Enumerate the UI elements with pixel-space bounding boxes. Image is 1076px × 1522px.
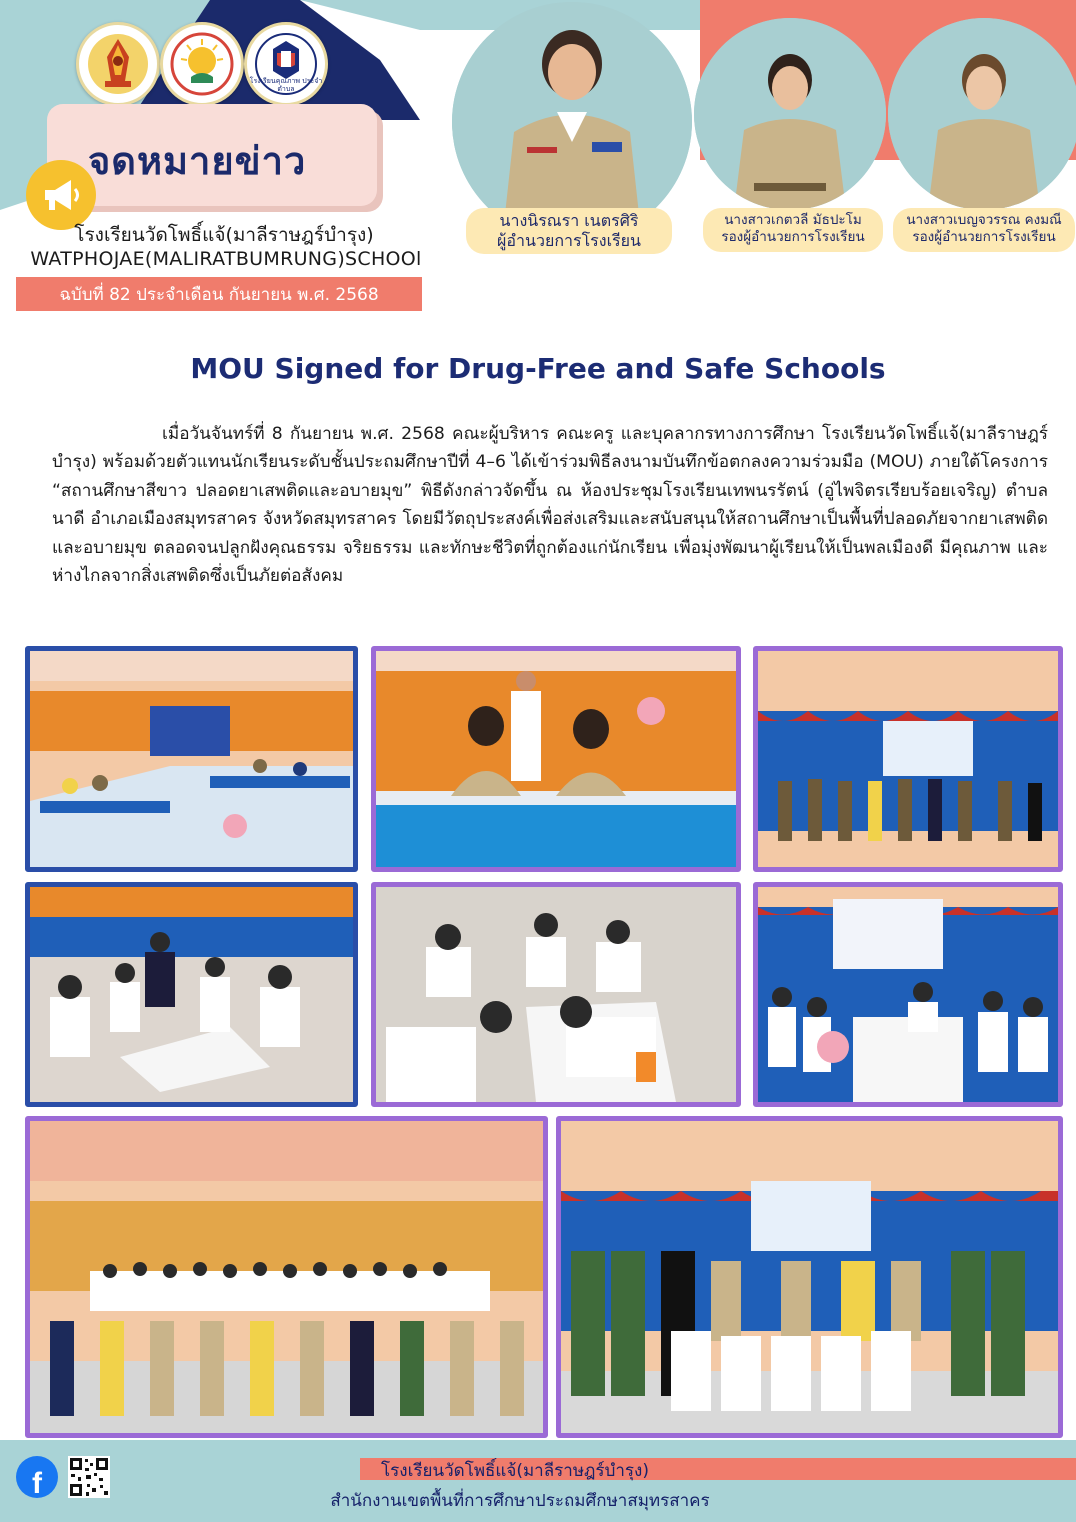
deputy-director-2-name-card — [893, 208, 1075, 252]
facebook-glyph: f — [32, 1467, 42, 1498]
issue-text: ฉบับที่ 82 ประจำเดือน กันยายน พ.ศ. 2568 — [59, 284, 379, 305]
photo-mou-signing — [371, 646, 741, 872]
quality-school-caption: โรงเรียนคุณภาพ ประจำตำบล — [249, 77, 323, 93]
issue-label — [16, 277, 422, 311]
obec-emblem-icon — [85, 31, 151, 97]
deputy-director-2-portrait — [888, 18, 1076, 210]
footer-office-name: สำนักงานเขตพื้นที่การศึกษาประถมศึกษาสมุทรสาคร — [330, 1491, 710, 1511]
deputy-director-2-position: รองผู้อำนวยการโรงเรียน — [912, 228, 1056, 245]
facebook-icon[interactable] — [16, 1456, 58, 1498]
photo-group-soldiers — [556, 1116, 1063, 1438]
footer-school-name: โรงเรียนวัดโพธิ์แจ้(มาลีราษฎร์บำรุง) — [381, 1461, 649, 1481]
deputy-director-1-name-card — [703, 208, 883, 252]
photo-meeting-room — [25, 646, 358, 872]
director-portrait — [452, 2, 692, 242]
director-position: ผู้อำนวยการโรงเรียน — [497, 231, 641, 250]
photo-students-poster — [753, 882, 1063, 1107]
photo-group-stage — [753, 646, 1063, 872]
director-name: นางนิรณรา เนตรศิริ — [499, 211, 639, 230]
deputy-director-1-name: นางสาวเกตวลี มัธปะโม — [724, 212, 862, 228]
school-name-thai: โรงเรียนวัดโพธิ์แจ้(มาลีราษฎร์บำรุง) — [74, 224, 374, 246]
school-name-english: WATPHOJAE(MALIRATBUMRUNG)SCHOOl — [30, 248, 422, 270]
deputy-director-2-name: นางสาวเบญจวรรณ คงมณี — [906, 212, 1062, 228]
newsletter-title: จดหมายข่าว — [88, 139, 307, 183]
school-emblem-logo — [160, 22, 244, 106]
qr-code-icon[interactable] — [68, 1456, 110, 1498]
photo-students-activity-1 — [25, 882, 358, 1107]
article-body: เมื่อวันจันทร์ที่ 8 กันยายน พ.ศ. 2568 คณะผู้บริหาร คณะครู และบุคลากรทางการศึกษา โรงเรียนวัดโพธิ์แจ้(มาลีราษฎร์บำรุง) พร้อมด้วยตัวแทนนักเรียนระดับชั้นประถมศึกษาปีที่ 4–6 ได้เข้าร่วมพิธีลงนามบันทึกข้อตกลงความร่วมมือ (MOU) ภายใต้โครงการ “สถานศึกษาสีขาว ปลอดยาเสพติดและอบายมุข” พิธีดังกล่าวจัดขึ้น ณ ห้องประชุมโรงเรียนเทพนรรัตน์ (อู่ไพจิตรเรียบร้อยเจริญ) ตำบลนาดี อำเภอเมืองสมุทรสาคร จังหวัดสมุทรสาคร โดยมีวัตถุประสงค์เพื่อส่งเสริมและสนับสนุนให้สถานศึกษาเป็นพื้นที่ปลอดภัยจากยาเสพติดและอบายมุข ตลอดจนปลูกฝังคุณธรรม จริยธรรม และทักษะชีวิตที่ถูกต้องแก่นักเรียน เพื่อมุ่งพัฒนาผู้เรียนให้เป็นพลเมืองดี มีคุณภาพ และห่างไกลจากสิ่งเสพติดซึ่งเป็นภัยต่อสังคม — [52, 424, 1048, 587]
article-headline: MOU Signed for Drug-Free and Safe Schools — [190, 352, 886, 385]
photo-students-activity-2 — [371, 882, 741, 1107]
quality-school-logo — [244, 22, 328, 106]
obec-emblem-logo — [76, 22, 160, 106]
deputy-director-1-position: รองผู้อำนวยการโรงเรียน — [721, 228, 865, 245]
deputy-director-1-portrait — [694, 18, 886, 210]
school-emblem-icon — [169, 31, 235, 97]
director-name-card — [466, 208, 672, 254]
photo-hall-assembly — [25, 1116, 548, 1438]
